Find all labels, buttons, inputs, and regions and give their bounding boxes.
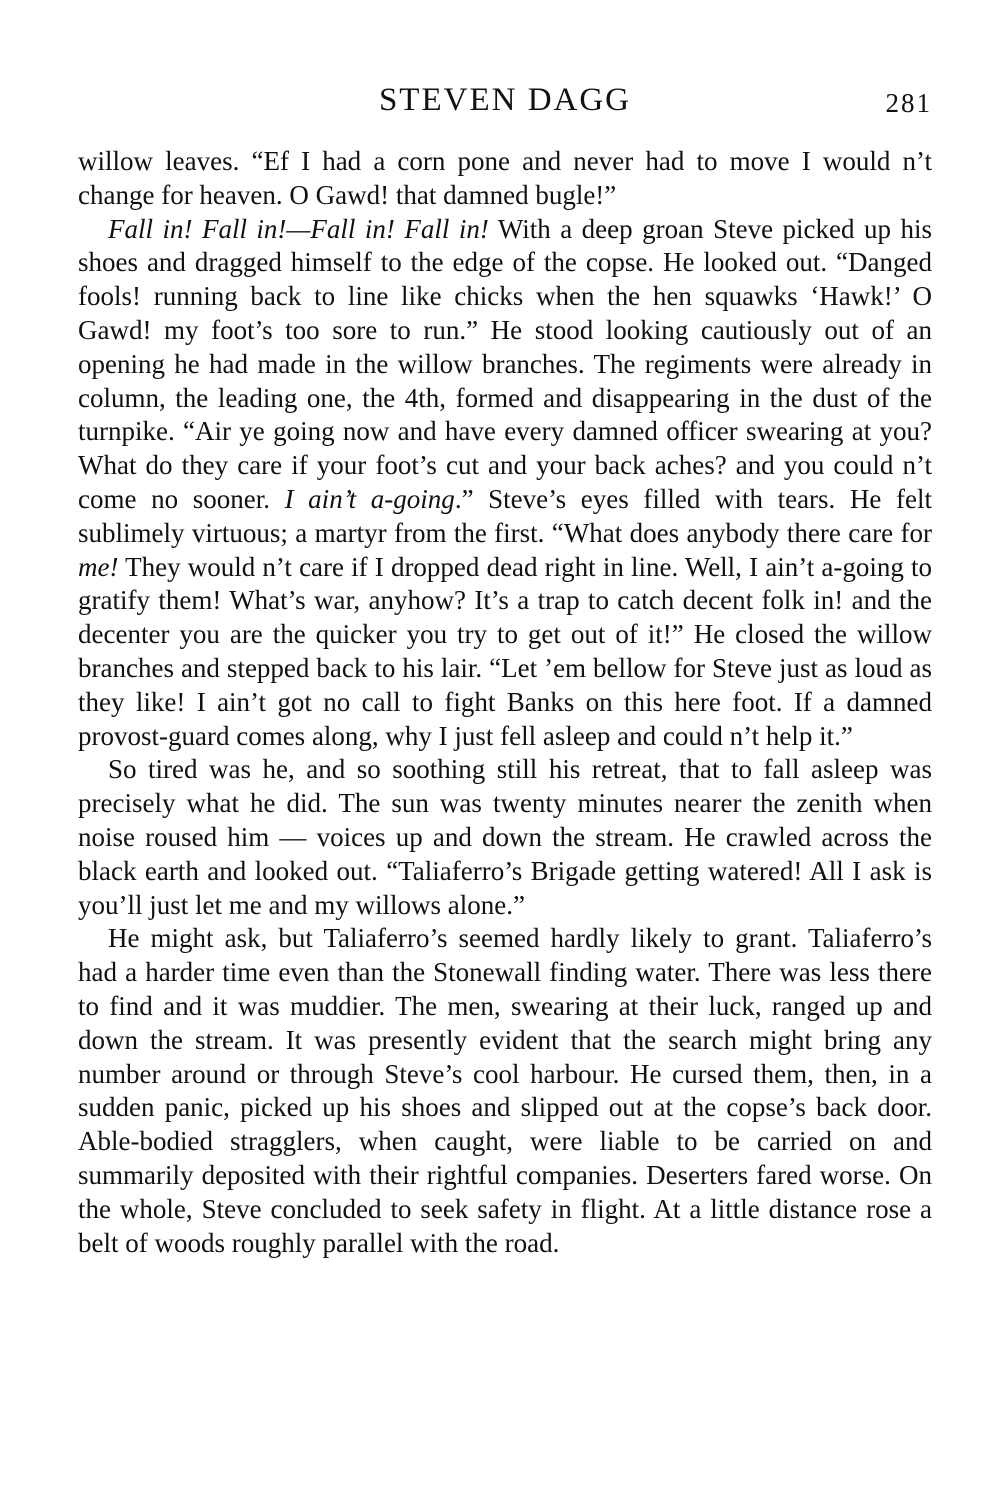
text-span: They would n’t care if I dropped dead right in line. Well, I ain’t a-going to gratify them! What’s war, anyhow? It’s a trap to catch decent folk in! and the decenter you are the quicker you try to get out of it!” He closed the willow branches and stepped back to his lair. “Let ’em bellow for Steve just as loud as they like! I ain’t got no call to fight Banks on this here foot. If a damned provost-guard comes along, why I just fell asleep and could n’t help it.”	[78, 551, 932, 751]
text-span: He might ask, but Taliaferro’s seemed hardly likely to grant. Taliaferro’s had a harder time even than the Stonewall finding water. There was less there to find and it was muddier. The men, swearing at their luck, ranged up and down the stream. It was presently evident that the search might bring any number around or through Steve’s cool harbour. He cursed them, then, in a sudden panic, picked up his shoes and slipped out at the copse’s back door. Able-bodied stragglers, when caught, were liable to be carried on and summarily deposited with their rightful companies. Deserters fared worse. On the whole, Steve concluded to seek safety in flight. At a little distance rose a belt of woods roughly parallel with the road.	[78, 923, 932, 1258]
paragraph	[78, 213, 932, 754]
text-span: .” Steve’s eyes filled with tears. He felt sublimely virtuous; a martyr from the first. “What does anybody there care for	[78, 483, 932, 548]
page-header	[78, 80, 932, 120]
body-text	[78, 145, 932, 1260]
text-span-italic: I ain’t a-going	[284, 483, 455, 514]
paragraph-continued	[78, 145, 932, 213]
paragraph	[78, 753, 932, 922]
text-span-italic: me!	[78, 551, 119, 582]
text-span: willow leaves. “Ef I had a corn pone and never had to move I would n’t change for heaven. O Gawd! that damned bugle!”	[78, 146, 932, 210]
text-span-italic: Fall in! Fall in!—Fall in! Fall in!	[108, 213, 489, 244]
text-span: With a deep groan Steve picked up his shoes and dragged himself to the edge of the copse. He looked out. “Danged fools! running back to line like chicks when the hen squawks ‘Hawk!’ O Gawd! my foot’s too sore to run.” He stood looking cautiously out of an opening he had made in the willow branches. The regiments were already in column, the leading one, the 4th, formed and disappearing in the dust of the turnpike. “Air ye going now and have every damned officer swearing at you? What do they care if your foot’s cut and your back aches? and you could n’t come no sooner.	[78, 213, 932, 514]
paragraph	[78, 922, 932, 1260]
text-span: So tired was he, and so soothing still his retreat, that to fall asleep was precisely what he did. The sun was twenty minutes nearer the zenith when noise roused him — voices up and down the stream. He crawled across the black earth and looked out. “Taliaferro’s Brigade getting watered! All I ask is you’ll just let me and my willows alone.”	[78, 754, 932, 920]
running-title: STEVEN DAGG	[378, 82, 632, 118]
page-number: 281	[885, 88, 932, 118]
